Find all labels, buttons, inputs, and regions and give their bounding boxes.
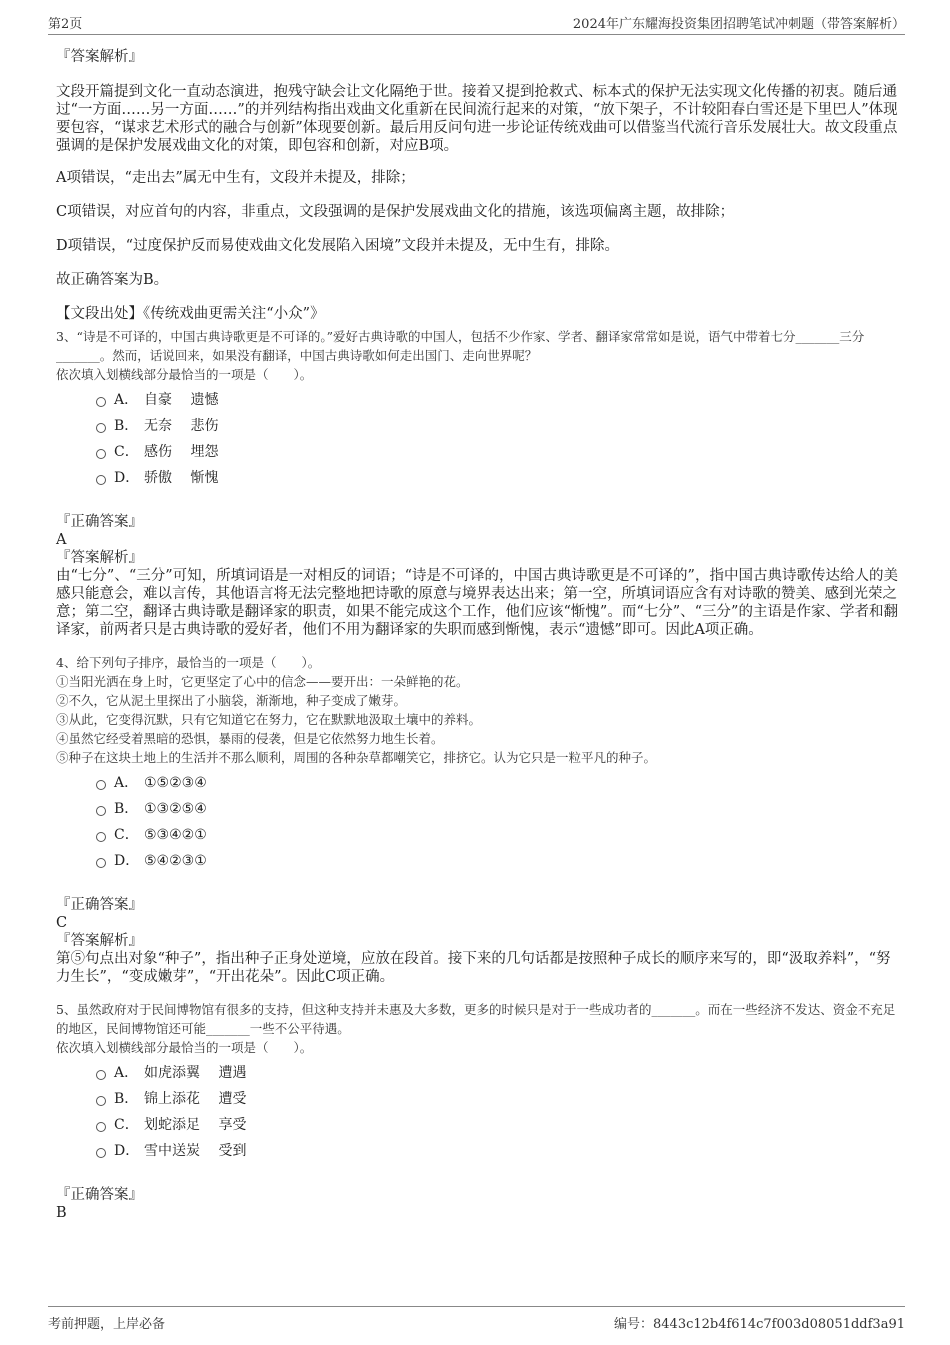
option-letter: A． (114, 392, 139, 408)
q4-option-a[interactable] (96, 770, 898, 796)
question-5 (56, 1000, 898, 1222)
q5-stem: 5、虽然政府对于民间博物馆有很多的支持，但这种支持并未惠及大多数，更多的时候只是对于一些成功者的_______。而在一些经济不发达、资金不充足的地区，民间博物馆还可能_______一些不公平待遇。 (56, 1002, 896, 1036)
document-title: 2024年广东耀海投资集团招聘笔试冲刺题（带答案解析） (572, 17, 905, 32)
option-text: ①③②⑤④ (144, 801, 207, 817)
radio-icon[interactable] (96, 397, 106, 407)
q2-conclusion: 故正确答案为B。 (56, 272, 169, 288)
q5-options (96, 1060, 898, 1164)
q5-option-d[interactable] (96, 1138, 898, 1164)
q2-option-c-explain: C项错误，对应首句的内容，非重点，文段强调的是保护发展戏曲文化的措施，该选项偏离主题，故排除； (56, 204, 735, 220)
option-letter: C． (114, 827, 139, 843)
radio-icon[interactable] (96, 475, 106, 485)
q5-answer: B (56, 1205, 67, 1221)
question-4 (56, 653, 898, 986)
radio-icon[interactable] (96, 832, 106, 842)
q3-option-b[interactable] (96, 413, 898, 439)
q2-analysis-label: 『答案解析』 (56, 49, 143, 65)
q3-analysis-text: 由“七分”、“三分”可知，所填词语是一对相反的词语；“诗是不可译的，中国古典诗歌更是不可译的”，指中国古典诗歌传达给人的美感只能意会，难以言传，其他语言将无法完整地把诗歌的原意与境界表达出来；第一空，所填词语应含有对诗歌的赞美、感到光荣之意；第二空，翻译古典诗歌是翻译家的职责，如果不能完成这个工作，他们应该“惭愧”。而“七分”、“三分”的主语是作家、学者和翻译家，前两者只是古典诗歌的爱好者，他们不用为翻译家的失职而感到惭愧，表示“遗憾”即可。因此A项正确。 (56, 568, 898, 638)
q2-option-d-explain: D项错误，“过度保护反而易使戏曲文化发展陷入困境”文段并未提及，无中生有，排除。 (56, 238, 619, 254)
radio-icon[interactable] (96, 1096, 106, 1106)
footer-code: 编号：8443c12b4f614c7f003d08051ddf3a91 (614, 1317, 905, 1332)
q4-analysis-label: 『答案解析』 (56, 933, 143, 949)
q4-analysis-text: 第⑤句点出对象“种子”，指出种子正身处逆境，应放在段首。接下来的几句话都是按照种子成长的顺序来写的，即“汲取养料”，“努力生长”，“变成嫩芽”，“开出花朵”。因此C项正确。 (56, 951, 891, 985)
radio-icon[interactable] (96, 449, 106, 459)
option-text: 雪中送炭 受到 (144, 1143, 247, 1159)
q4-sentence-4: ④虽然它经受着黑暗的恐惧，暴雨的侵袭，但是它依然努力地生长着。 (56, 731, 444, 746)
radio-icon[interactable] (96, 1148, 106, 1158)
q3-answer-label: 『正确答案』 (56, 514, 143, 530)
q2-option-a-explain: A项错误，“走出去”属无中生有，文段并未提及，排除； (56, 170, 415, 186)
q4-sentence-5: ⑤种子在这块土地上的生活并不那么顺利，周围的各种杂草都嘲笑它，排挤它。认为它只是一粒平凡的种子。 (56, 750, 657, 765)
radio-icon[interactable] (96, 858, 106, 868)
page-number: 第2页 (48, 17, 83, 32)
option-text: 自豪 遗憾 (144, 392, 219, 408)
q4-options (96, 770, 898, 874)
q4-option-d[interactable] (96, 848, 898, 874)
radio-icon[interactable] (96, 806, 106, 816)
q4-sentence-3: ③从此，它变得沉默，只有它知道它在努力，它在默默地汲取土壤中的养料。 (56, 712, 482, 727)
q5-answer-label: 『正确答案』 (56, 1187, 143, 1203)
radio-icon[interactable] (96, 1070, 106, 1080)
document-body (56, 44, 898, 1222)
q3-option-c[interactable] (96, 439, 898, 465)
q4-stem: 4、给下列句子排序，最恰当的一项是（ ）。 (56, 655, 321, 670)
radio-icon[interactable] (96, 780, 106, 790)
option-letter: B． (114, 418, 139, 434)
q3-option-a[interactable] (96, 387, 898, 413)
q3-answer: A (56, 532, 67, 548)
q5-option-c[interactable] (96, 1112, 898, 1138)
q4-answer-label: 『正确答案』 (56, 897, 143, 913)
q4-option-b[interactable] (96, 796, 898, 822)
option-text: 感伤 埋怨 (144, 444, 219, 460)
q2-analysis-text: 文段开篇提到文化一直动态演进，抱残守缺会让文化隔绝于世。接着又提到抢救式、标本式的保护无法实现文化传播的初衷。随后通过“一方面……另一方面……”的并列结构指出戏曲文化重新在民间流行起来的对策，“放下架子，不计较阳春白雪还是下里巴人”体现要包容，“谋求艺术形式的融合与创新”体现要创新。最后用反问句进一步论证传统戏曲可以借鉴当代流行音乐发展壮大。故文段重点强调的是保护发展戏曲文化的对策，即包容和创新，对应B项。 (56, 84, 898, 154)
q4-sentence-1: ①当阳光洒在身上时，它更坚定了心中的信念——要开出：一朵鲜艳的花。 (56, 674, 469, 689)
option-text: ①⑤②③④ (144, 775, 207, 791)
page-footer (48, 1306, 905, 1331)
q3-options (96, 387, 898, 491)
option-letter: D． (114, 853, 140, 869)
q2-source: 【文段出处】《传统戏曲更需关注“小众”》 (56, 306, 325, 322)
option-text: 骄傲 惭愧 (144, 470, 219, 486)
q3-stem: 3、“诗是不可译的，中国古典诗歌更是不可译的。”爱好古典诗歌的中国人，包括不少作家、学者、翻译家常常如是说，语气中带着七分_______三分_______。然而，话说回来，如果没有翻译，中国古典诗歌如何走出国门、走向世界呢？ (56, 329, 865, 363)
q5-instruction: 依次填入划横线部分最恰当的一项是（ ）。 (56, 1040, 313, 1055)
option-text: 划蛇添足 享受 (144, 1117, 247, 1133)
option-letter: D． (114, 1143, 140, 1159)
option-letter: C． (114, 444, 139, 460)
radio-icon[interactable] (96, 423, 106, 433)
radio-icon[interactable] (96, 1122, 106, 1132)
option-letter: A． (114, 775, 139, 791)
q5-option-a[interactable] (96, 1060, 898, 1086)
q3-analysis-label: 『答案解析』 (56, 550, 143, 566)
page-header (48, 12, 905, 35)
option-text: 无奈 悲伤 (144, 418, 219, 434)
option-letter: B． (114, 1091, 139, 1107)
option-letter: C． (114, 1117, 139, 1133)
footer-slogan: 考前押题，上岸必备 (48, 1317, 166, 1332)
option-letter: A． (114, 1065, 139, 1081)
q5-option-b[interactable] (96, 1086, 898, 1112)
option-text: ⑤③④②① (144, 827, 207, 843)
option-letter: D． (114, 470, 140, 486)
option-text: 如虎添翼 遭遇 (144, 1065, 247, 1081)
option-text: 锦上添花 遭受 (144, 1091, 247, 1107)
question-3 (56, 327, 898, 639)
option-letter: B． (114, 801, 139, 817)
q4-sentence-2: ②不久，它从泥土里探出了小脑袋，渐渐地，种子变成了嫩芽。 (56, 693, 407, 708)
option-text: ⑤④②③① (144, 853, 207, 869)
q4-answer: C (56, 915, 68, 931)
q3-option-d[interactable] (96, 465, 898, 491)
q3-instruction: 依次填入划横线部分最恰当的一项是（ ）。 (56, 367, 313, 382)
q4-option-c[interactable] (96, 822, 898, 848)
